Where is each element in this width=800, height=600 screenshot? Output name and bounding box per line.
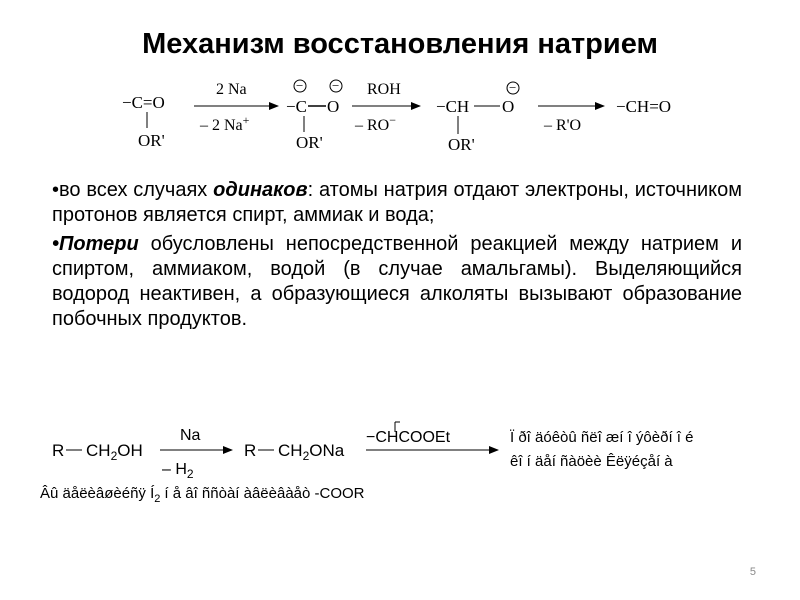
s2-carbon: −C — [286, 97, 307, 116]
arrow-na-top: Na — [180, 427, 201, 444]
s4-aldehyde: −CH=O — [616, 97, 672, 116]
slide-title: Механизм восстановления натрием — [142, 28, 658, 60]
r1-r: R — [52, 441, 65, 460]
s1-carbonyl: −C=O — [122, 93, 165, 112]
r2-alcoholate: $CH_2ONa$ — [278, 441, 345, 463]
reaction-scheme-claisen — [0, 418, 800, 508]
arrow2-top-label: ROH — [367, 81, 401, 98]
product-line-2: êî í äåí ñàöèè Êëÿéçåí à — [510, 453, 673, 470]
bullet-list — [52, 178, 742, 336]
s3-carbon: −CH — [436, 97, 470, 116]
arrow-na-bottom: – $H_2$ — [162, 461, 194, 481]
bullet-item-1: •во всех случаях одинаков: атомы натрия отдают электроны, источником протонов является спирт, аммиак и вода; — [52, 179, 743, 226]
s3-minus-o: − — [509, 80, 517, 95]
arrow3-bottom-label: – R'O — [544, 117, 582, 134]
arrow2-bottom-label: – RO− — [355, 113, 397, 134]
reaction-scheme-sodium — [0, 76, 800, 156]
s2-ester: OR' — [296, 133, 323, 152]
s2-oxygen: O — [327, 97, 340, 116]
bottom-note: Âû äåëèâøèéñÿ $Í_2$ í å âî ññòàí àâëèâàåò -COOR — [40, 485, 365, 505]
r2-r: R — [244, 441, 257, 460]
s2-minus-o: − — [332, 78, 340, 93]
bullet-1-emphasis: одинаков — [213, 179, 308, 201]
bullet-item-2: •Потери обусловлены непосредственной реакцией между натрием и спиртом, аммиаком, водой (в случае амальгамы). Выделяющийся водород неактивен, а образующиеся алколяты вызывают образование побочных продуктов. — [52, 233, 742, 330]
arrow-ester-top: −CHCOOEt — [366, 429, 451, 446]
s3-oxygen: O — [502, 97, 515, 116]
bullet-1-text: : атомы натрия отдают электроны, источником протонов является спирт, аммиак и вода; — [52, 179, 743, 226]
arrow1-bottom-label: – 2 Na+ — [200, 113, 250, 134]
arrow1-top-label: 2 Na — [216, 81, 247, 98]
s3-ester: OR' — [448, 135, 475, 154]
bullet-1-lead: во всех случаях — [59, 179, 214, 201]
page-number: 5 — [749, 566, 756, 578]
product-line-1: Ï ðî äóêòû ñëî æí î ýôèðí î é — [510, 429, 694, 446]
r1-alcohol: $CH_2OH$ — [86, 441, 143, 463]
s1-ester: OR' — [138, 131, 165, 150]
bullet-2-emphasis: Потери — [59, 233, 139, 255]
bullet-2-text: обусловлены непосредственной реакцией между натрием и спиртом, аммиаком, водой (в случае амальгамы). Выделяющийся водород неактивен, а образующиеся алколяты вызывают образование побочных продуктов. — [52, 233, 742, 330]
s2-minus-c: − — [296, 78, 304, 93]
